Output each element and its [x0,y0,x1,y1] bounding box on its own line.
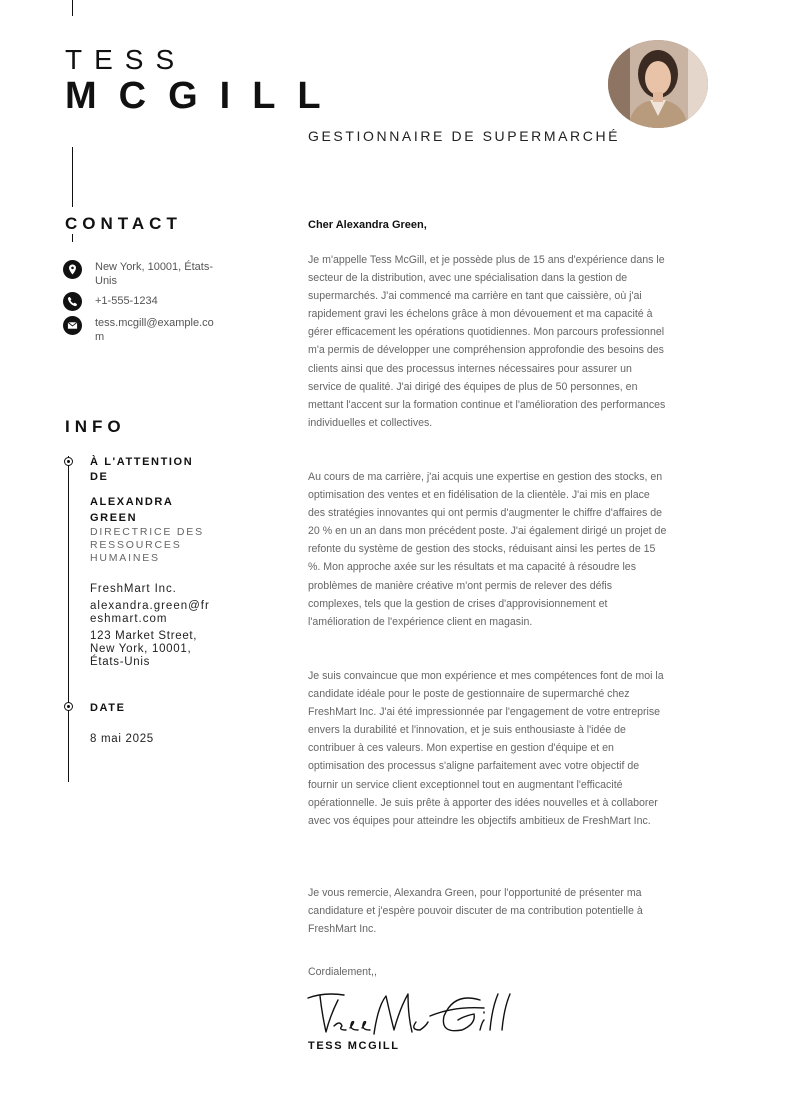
timeline-dot [64,457,73,466]
location-pin-icon [63,260,82,279]
job-title: GESTIONNAIRE DE SUPERMARCHÉ [308,128,621,144]
letter-paragraph: Au cours de ma carrière, j'ai acquis une expertise en gestion des stocks, en optimisation des ventes et en fidélisation de la clientèle. J'ai mis en place des stratégies innovantes qui ont permis d'augmenter le chiffre d'affaires de 20 % en un an dans mon précédent poste. J'ai également dirigé un projet de refonte du système de gestion des stocks, réduisant ainsi les pertes de 15 %. Mon approche axée sur les résultats et ma capacité à résoudre les problèmes de manière créative m'ont permis de relever des défis complexes, tels que la gestion de crises d'approvisionnement et l'amélioration de l'expérience client en magasin. [308,471,667,628]
first-name: TESS [65,44,187,75]
info-timeline-line [68,456,69,782]
letter-paragraph: Je vous remercie, Alexandra Green, pour l'opportunité de présenter ma candidature et j'espère pouvoir discuter de ma contribution potentielle à FreshMart Inc. [308,887,643,936]
date-value: 8 mai 2025 [90,733,154,745]
letter-paragraph: Je m'appelle Tess McGill, et je possède plus de 15 ans d'expérience dans le secteur de la distribution, avec une spécialisation dans la gestion de supermarchés. J'ai commencé ma carrière en tant que caissière, où j'ai rapidement gravi les échelons grâce à mon dévouement et ma capacité à gérer efficacement les opérations quotidiennes. Mon parcours professionnel m'a permis de développer une compréhension approfondie des besoins des clients ainsi que des processus internes nécessaires pour assurer un service de qualité. J'ai dirigé des équipes de plus de 50 personnes, en mettant l'accent sur la formation continue et l'amélioration des performances individuelles et collectives. [308,254,666,429]
phone-icon [63,292,82,311]
contact-phone-text[interactable]: +1-555-1234 [95,295,158,307]
handwritten-signature [304,986,524,1047]
date-label: DATE [90,702,126,714]
recipient-name: ALEXANDRA GREEN [90,496,174,524]
side-divider-line [72,234,73,242]
contact-email-text[interactable]: tess.mcgill@example.com [95,317,214,343]
contact-phone [63,292,215,311]
side-divider-line [72,147,73,207]
profile-photo [608,40,708,128]
contact-address-text: New York, 10001, États-Unis [95,261,214,287]
attention-label: À L'ATTENTION DE [90,456,194,483]
recipient-address: 123 Market Street, New York, 10001, États-Unis [90,630,198,668]
recipient-email[interactable]: alexandra.green@freshmart.com [90,600,210,625]
info-section-title: INFO [65,417,126,436]
contact-email [63,316,215,344]
letter-closing: Cordialement,, [308,966,377,978]
contact-address [63,260,215,288]
top-divider-line [72,0,73,16]
letter-paragraph: Je suis convaincue que mon expérience et mes compétences font de moi la candidate idéale pour le poste de gestionnaire de supermarché chez FreshMart Inc. J'ai été impressionnée par l'engagement de votre entreprise envers la durabilité et l'innovation, et je suis enthousiaste à l'idée de contribuer à ces valeurs. Mon expertise en gestion d'équipe et en optimisation des processus s'aligne parfaitement avec votre objectif de fournir un service client exceptionnel tout en augmentant l'efficacité opérationnelle. Je suis prête à apporter des idées nouvelles et à collaborer avec vos équipes pour atteindre les objectifs ambitieux de FreshMart Inc. [308,670,664,827]
signature-name: TESS MCGILL [308,1040,400,1052]
timeline-dot [64,702,73,711]
contact-section-title: CONTACT [65,214,182,233]
recipient-title: DIRECTRICE DES RESSOURCES HUMAINES [90,526,204,564]
mail-icon [63,316,82,335]
recipient-company: FreshMart Inc. [90,583,177,595]
letter-salutation: Cher Alexandra Green, [308,219,427,231]
last-name: MCGILL [65,75,343,117]
